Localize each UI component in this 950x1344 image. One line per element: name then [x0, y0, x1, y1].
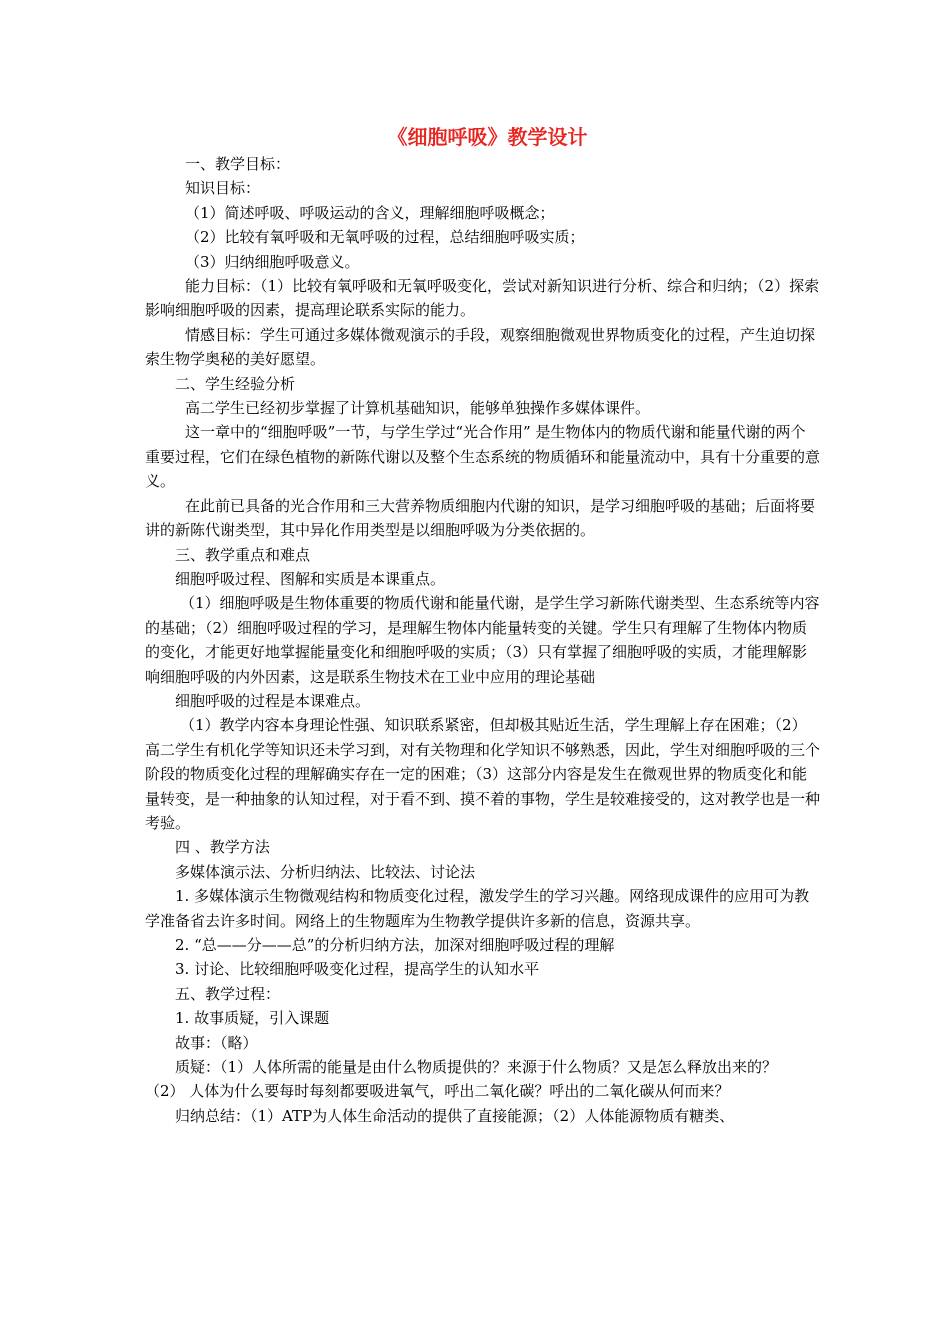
- method-item-3: 3. 讨论、比较细胞呼吸变化过程，提高学生的认知水平: [175, 960, 540, 979]
- process-step-1: 1. 故事质疑，引入课题: [175, 1009, 330, 1028]
- experience-paragraph-1: 高二学生已经初步掌握了计算机基础知识，能够单独操作多媒体课件。: [185, 399, 651, 418]
- section-heading-focus: 三、教学重点和难点: [175, 545, 311, 564]
- difficulty-reasons-paragraph: （1）教学内容本身理论性强、知识联系紧密，但却极其贴近生活，学生理解上存在困难；（2）高二学生有机化学等知识还未学习到，对有关物理和化学知识不够熟悉，因此，学生对细胞呼吸的三个阶段的物质变化过程的理解确实存在一定的困难；（3）这部分内容是发生在微观世界的物质变化和能量转变，是一种抽象的认知过程，对于看不到、摸不着的事物，学生是较难接受的，这对教学也是一种考验。: [145, 716, 821, 832]
- document-title: 《细胞呼吸》教学设计: [387, 125, 588, 149]
- section-heading-experience: 二、学生经验分析: [175, 374, 296, 393]
- knowledge-objective-2: （2）比较有氧呼吸和无氧呼吸的过程，总结细胞呼吸实质；: [185, 228, 585, 247]
- method-item-2: 2. “总——分——总”的分析归纳方法，加深对细胞呼吸过程的理解: [175, 936, 615, 954]
- experience-paragraph-3: 在此前已具备的光合作用和三大营养物质细胞内代谢的知识，是学习细胞呼吸的基础；后面将要讲的新陈代谢类型，其中异化作用类型是以细胞呼吸为分类依据的。: [145, 496, 816, 540]
- questions-paragraph: 质疑：（1）人体所需的能量是由什么物质提供的？来源于什么物质？又是怎么释放出来的？ （2） 人体为什么要每时每刻都要吸进氧气，呼出二氧化碳？呼出的二氧化碳从何而来？: [145, 1058, 778, 1101]
- story-line: 故事：（略）: [175, 1033, 258, 1052]
- knowledge-objective-1: （1）简述呼吸、呼吸运动的含义，理解细胞呼吸概念；: [185, 203, 555, 222]
- emotion-objectives-paragraph: 情感目标：学生可通过多媒体微观演示的手段，观察细胞微观世界物质变化的过程，产生迫切探索生物学奥秘的美好愿望。: [145, 325, 816, 369]
- knowledge-objectives-label: 知识目标：: [185, 179, 261, 198]
- method-item-1: 1. 多媒体演示生物微观结构和物质变化过程，激发学生的学习兴趣。网络现成课件的应用可为教学准备省去许多时间。网络上的生物题库为生物教学提供许多新的信息，资源共享。: [145, 887, 810, 930]
- methods-list: 多媒体演示法、分析归纳法、比较法、讨论法: [175, 862, 476, 881]
- section-heading-methods: 四 、教学方法: [175, 838, 270, 857]
- focus-reasons-paragraph: （1）细胞呼吸是生物体重要的物质代谢和能量代谢，是学生学习新陈代谢类型、生态系统等内容的基础；（2）细胞呼吸过程的学习，是理解生物体内能量转变的关键。学生只有理解了生物体内物质的变化，才能更好地掌握能量变化和细胞呼吸的实质；（3）只有掌握了细胞呼吸的实质，才能理解影响细胞呼吸的内外因素，这是联系生物技术在工业中应用的理论基础: [145, 594, 820, 686]
- knowledge-objective-3: （3）归纳细胞呼吸意义。: [185, 252, 360, 271]
- focus-statement: 细胞呼吸过程、图解和实质是本课重点。: [175, 569, 446, 588]
- experience-paragraph-2: 这一章中的“细胞呼吸”一节，与学生学过“光合作用” 是生物体内的物质代谢和能量代谢的两个重要过程，它们在绿色植物的新陈代谢以及整个生态系统的物质循环和能量流动中，具有十分重要的意义。: [145, 423, 821, 491]
- ability-objectives-paragraph: 能力目标：（1）比较有氧呼吸和无氧呼吸变化，尝试对新知识进行分析、综合和归纳；（2）探索影响细胞呼吸的因素，提高理论联系实际的能力。: [145, 277, 820, 320]
- difficulty-statement: 细胞呼吸的过程是本课难点。: [175, 691, 371, 710]
- section-heading-process: 五、教学过程：: [175, 984, 281, 1003]
- section-heading-objectives: 一、教学目标：: [185, 155, 291, 173]
- summary-paragraph: 归纳总结：（1）ATP为人体生命活动的提供了直接能源；（2）人体能源物质有糖类、: [175, 1106, 735, 1125]
